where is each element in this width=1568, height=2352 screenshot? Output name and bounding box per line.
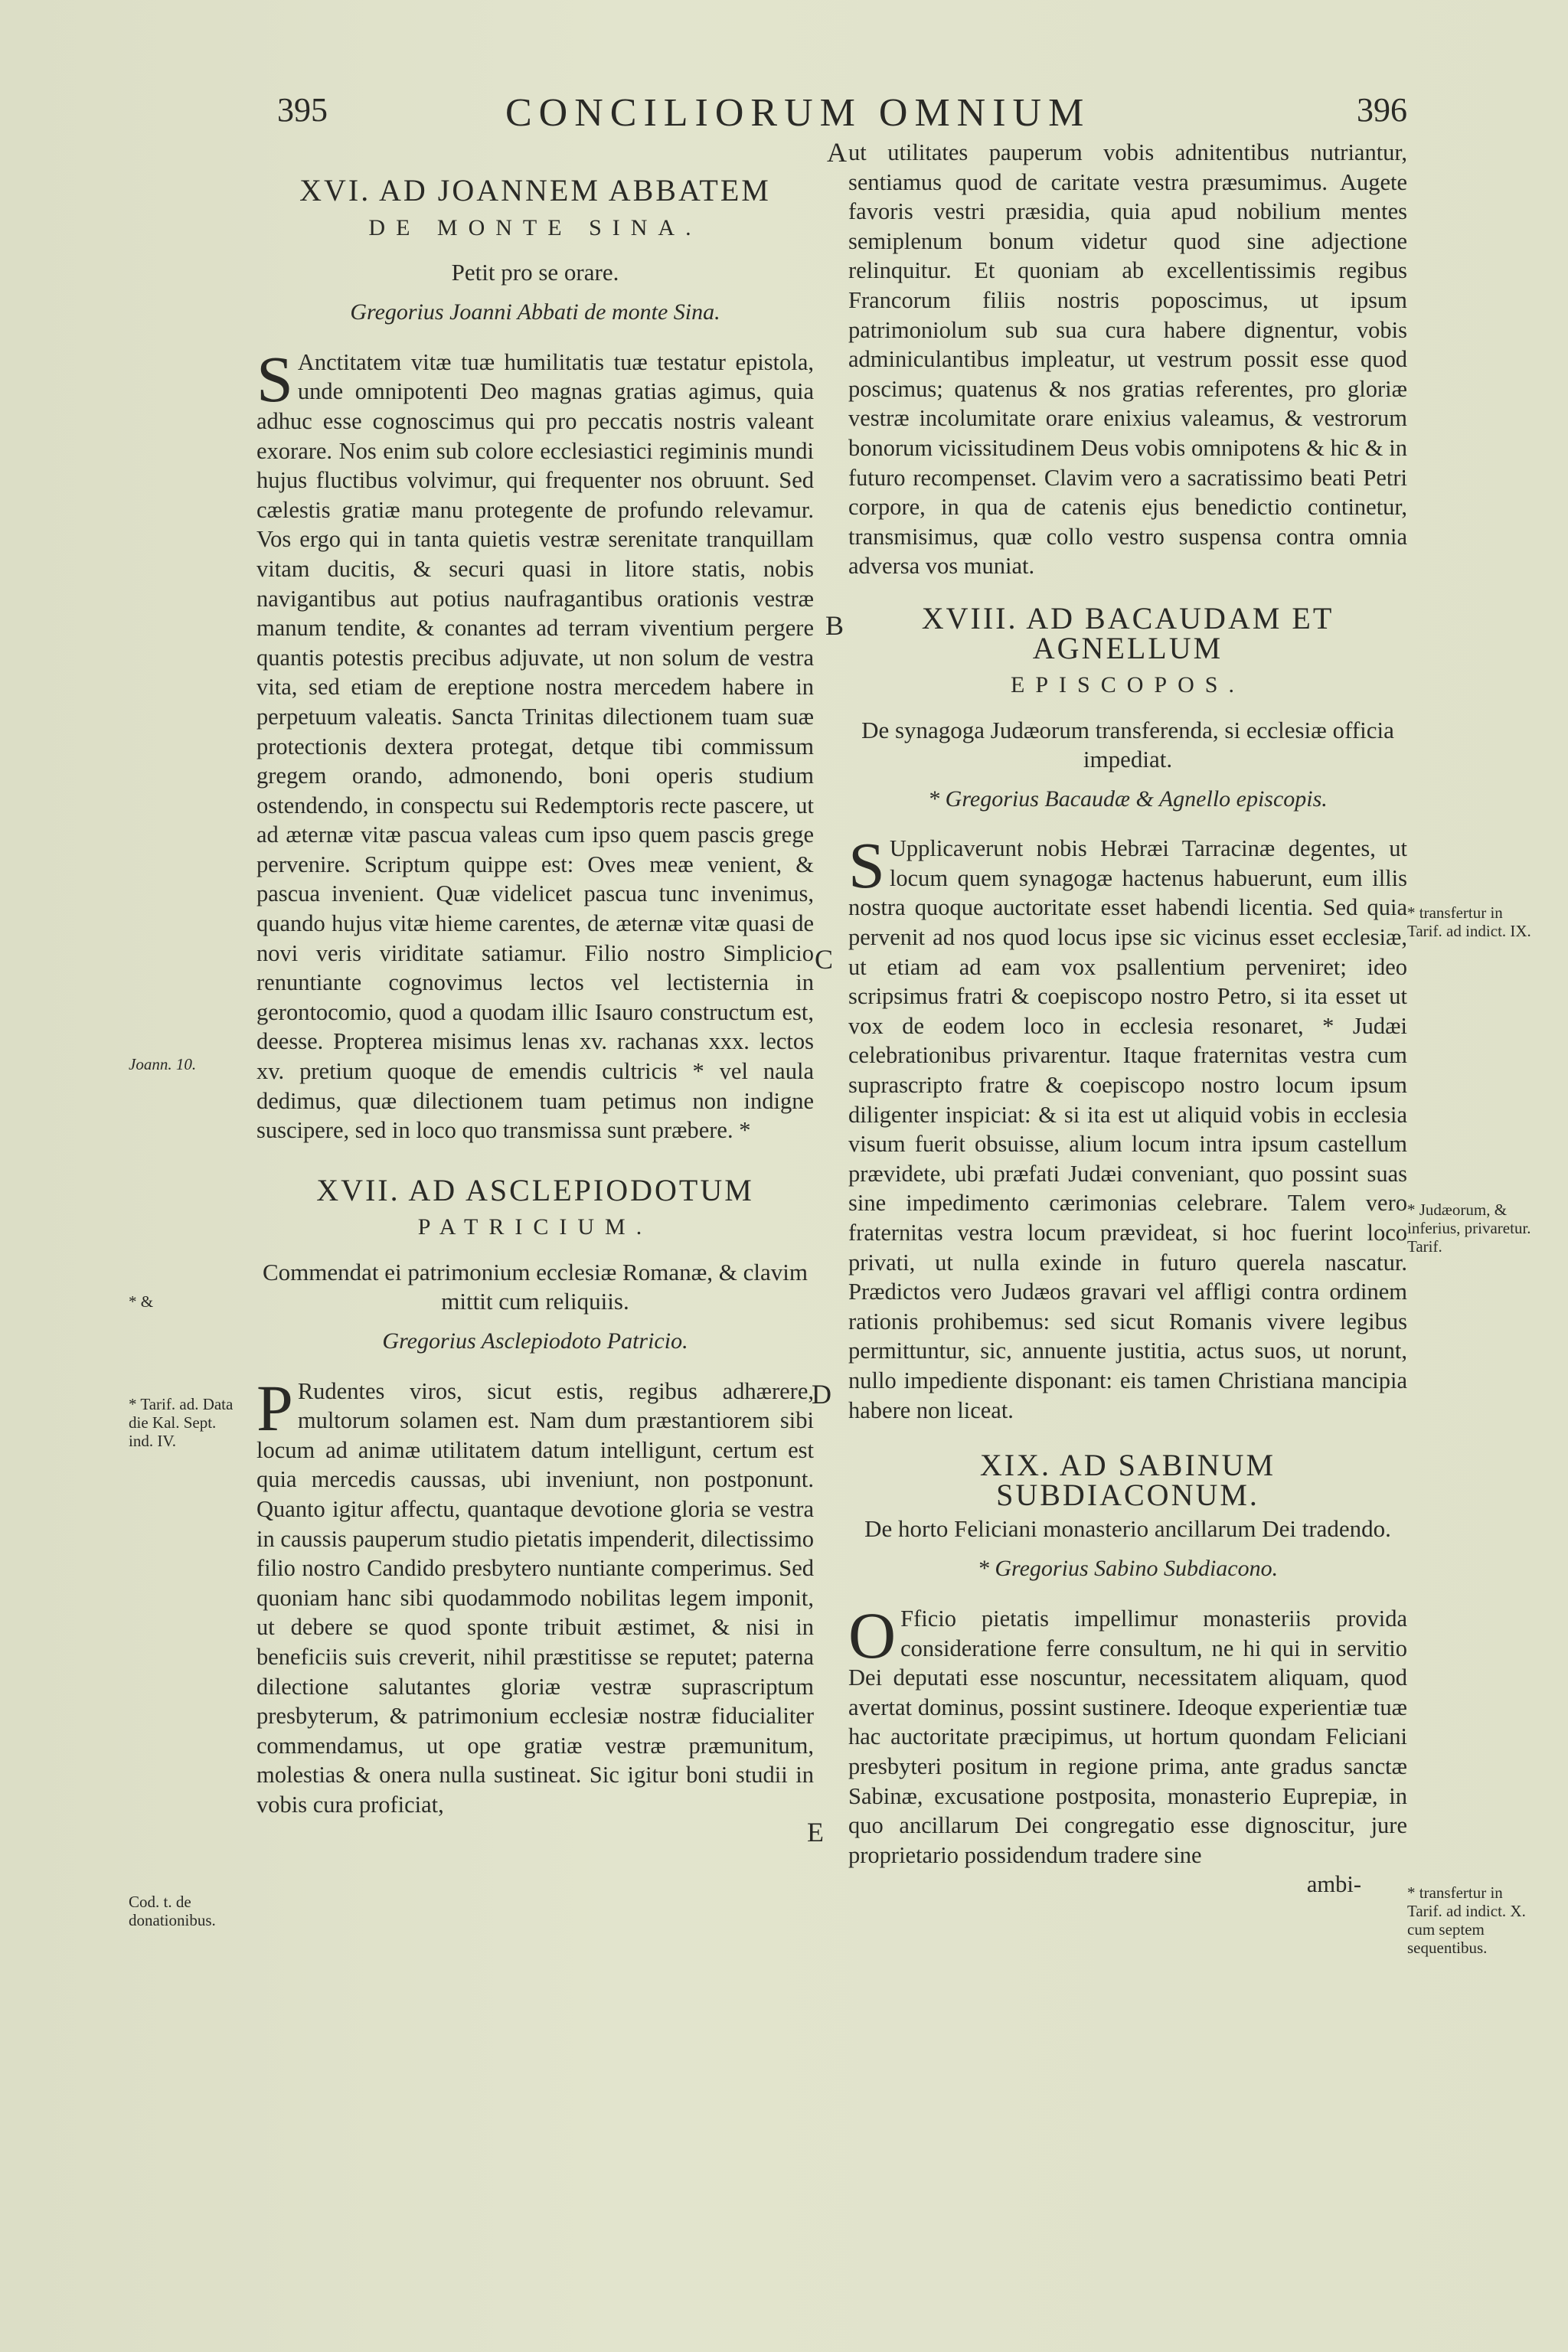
column-letter-b: B — [825, 610, 844, 641]
section-16-address: Gregorius Joanni Abbati de monte Sina. — [350, 299, 720, 325]
margin-note-amp: * & — [129, 1292, 154, 1311]
column-letter-a: A — [827, 137, 847, 168]
margin-note-joann: Joann. 10. — [129, 1055, 197, 1073]
section-19-body — [848, 1598, 1407, 1870]
left-column — [256, 162, 814, 1820]
section-19-summary: De horto Feliciani monasterio ancillarum Dei tradendo. — [864, 1515, 1391, 1543]
section-17-subtitle: PATRICIUM. — [417, 1214, 653, 1240]
margin-note-tarif-data: * Tarif. ad. Data die Kal. Sept. ind. IV. — [129, 1395, 234, 1450]
section-18-subtitle: EPISCOPOS. — [1011, 672, 1245, 698]
section-17-text: Rudentes viros, sicut estis, regibus adhærere, multorum solamen est. Nam dum præstantiorem sibi locum ad animæ utilitatem datum intelligunt, certum est quia mercedis caussas, ubi inveniunt, non postponunt. Quanto igitur affectu, quantaque devotione gloria se vestra in caussis pauperum studio pietatis impenderit, dilectissimo filio nostro Candido presbytero nuntiante comperimus. Sed quoniam hanc sibi quodammodo nobilitas legem imponit, ut debere se quod sponte tribuit æstimet, & nisi in beneficiis suis creverit, nihil præstitisse se reputet; paterna dilectione salutantes gloriæ vestræ suprascriptum presbyterum, & patrimonium ecclesiæ nostræ fiducialiter commendamus, ut ope gratiæ vestræ præmunitum, molestias & onera nulla sustineat. Sic igitur boni studii in vobis cura proficiat, — [256, 1377, 814, 1818]
margin-note-transf-x: * transfertur in Tarif. ad indict. X. cum septem sequentibus. — [1407, 1883, 1526, 1957]
section-19-text: Fficio pietatis impellimur monasteriis provida consideratione ferre consultum, ne hi qui in servitio Dei deputati esse noscuntur, necessitatem aliquam, quod avertat dominus, possint sustinere. Ideoque experientiæ tuæ hac auctoritate præcipimus, ut hortum quondam Feliciani presbyteri positum in regione prima, ante gradus sanctæ Sabinæ, excusatione postposita, monasterio Euprepiæ, in quo ancillarum Dei congregatio esse dignoscitur, jure proprietario possidendum tradere sine — [848, 1605, 1407, 1868]
catchword: ambi- — [1306, 1871, 1361, 1898]
section-16-dropcap: S — [256, 341, 293, 416]
section-16-body — [256, 341, 814, 1145]
section-16-title: XVI. AD JOANNEM ABBATEM — [299, 173, 771, 207]
section-16-subtitle: DE MONTE SINA. — [368, 214, 702, 240]
margin-note-judaeorum: * Judæorum, & inferius, privaretur. Tarif. — [1407, 1200, 1531, 1256]
section-18-address: * Gregorius Bacaudæ & Agnello episcopis. — [928, 786, 1328, 812]
section-18-dropcap: S — [848, 828, 885, 903]
section-19-address: * Gregorius Sabino Subdiacono. — [977, 1556, 1279, 1582]
section-18-text: Upplicaverunt nobis Hebræi Tarracinæ degentes, ut locum quem synagogæ hactenus habuerunt, eum illis nostra quoque auctoritate esset habendi licentia. Sed quia pervenit ad nos quod locus ipse sic vicinus esset ecclesiæ, ut etiam ad eam vox psallentium perveniret; ideo scripsimus fratri & coepiscopo nostro Petro, si ita esset ut vox de eodem loco in ecclesia resonaret, * Judæi celebrationibus privarentur. Itaque fraternitas vestra cum suprascripto fratre & coepiscopo nostro locum ipsum diligenter inspiciat: & si ita est ut aliquid vobis in ecclesia visum fuerit obsuisse, alium locum intra ipsum castellum prævidete, ubi præfati Judæi conveniant, quo possint suas sine impedimento cærimonias celebrare. Talem vero fraternitas vestra locum prævideat, si hoc fuerint loco privati, ut nulla exinde in futuro querela nascatur. Prædictos vero Judæos gravari vel affligi contra ordinem rationis prohibemus: sed sicut Romanis vivere legibus permittuntur, sic, annuente justitia, actus suos, ut norunt, nullo impediente disponant: eis tamen Christiana mancipia habere non liceat. — [848, 835, 1407, 1423]
section-17-body — [256, 1370, 814, 1820]
section-19-title: XIX. AD SABINUM SUBDIACONUM. — [979, 1448, 1276, 1512]
section-17-summary: Commendat ei patrimonium ecclesiæ Romanæ, & clavim mittit cum reliquiis. — [262, 1259, 808, 1315]
section-18-summary: De synagoga Judæorum transferenda, si ecclesiæ officia impediat. — [861, 716, 1394, 773]
running-title: CONCILIORUM OMNIUM — [505, 91, 1091, 135]
section-18-body — [848, 828, 1407, 1425]
right-column — [848, 138, 1407, 1900]
page-number-left: 395 — [277, 91, 328, 129]
section-17-title: XVII. AD ASCLEPIODOTUM — [316, 1172, 754, 1207]
column-letter-e: E — [807, 1817, 824, 1847]
section-16-summary: Petit pro se orare. — [451, 259, 619, 286]
column-letter-c: C — [815, 944, 834, 975]
section-16-text: Anctitatem vitæ tuæ humilitatis tuæ testatur epistola, unde omnipotenti Deo magnas gratias agimus, quia adhuc esse cognoscimus qui pro peccatis nostris valeant exorare. Nos enim sub colore ecclesiastici regiminis mundi hujus fluctibus volvimur, qui frequenter nos obruunt. Sed cælestis gratiæ manu protegente de profundo relevamur. Vos ergo qui in tanta quietis vestræ serenitate tranquillam vitam ducitis, & securi quasi in litore statis, nobis navigantibus aut potius naufragantibus orationis vestræ manum tendite, & conantes ad terram viventium pergere quantis potestis precibus adjuvate, ut non solum de vestra vita, sed etiam de ereptione nostra mercedem habere in perpetuum valeatis. Sancta Trinitas dilectionem tuam suæ protectionis dextera protegat, detque tibi commissum gregem orando, admonendo, boni operis studium ostendendo, in conspectu sui Redemptoris recte pascere, ut ad æternæ vitæ pascua valeas cum ipso quem pascis grege pervenire. Scriptum quippe est: Oves meæ venient, & pascua invenient. Quæ videlicet pascua tunc invenimus, quando hujus vitæ hieme carentes, de æternæ vitæ quasi de novi veris viriditate satiamur. Filio nostro Simplicio renuntiante cognovimus lectos vel lectisternia in gerontocomio, quod a quodam illic Isauro constructum est, deesse. Propterea misimus lenas xv. rachanas xxx. lectos xv. pretium quoque de emendis cultricis * vel naula dedimus, quæ dilectionem tuam petimus non indigne suscipere, sed in loco quo transmissa sunt præbere. * — [256, 348, 814, 1144]
page-header — [0, 90, 1568, 144]
column-letter-d: D — [812, 1379, 831, 1410]
section-17-address: Gregorius Asclepiodoto Patricio. — [382, 1328, 688, 1354]
section-17-dropcap: P — [256, 1370, 293, 1445]
margin-note-cod: Cod. t. de donationibus. — [129, 1893, 216, 1929]
page-number-right: 396 — [1357, 91, 1407, 129]
margin-note-transf-ix: * transfertur in Tarif. ad indict. IX. — [1407, 903, 1531, 940]
section-18-title: XVIII. AD BACAUDAM ET AGNELLUM — [921, 600, 1334, 665]
section-19-dropcap: O — [848, 1598, 897, 1672]
section-17-continuation: ut utilitates pauperum vobis adnitentibus nutriantur, sentiamus quod de caritate vestra præsumimus. Augete favoris vestri præsidia, quia apud nobilium mentes semiplenum bonum videtur quod sine adjectione relinquitur. Et quoniam ab excellentissimis regibus Francorum filiis nostris poposcimus, ut ipsum patrimoniolum sub sua cura habere dignentur, vobis adminiculantibus impleatur, ut vestrum possit esse quod poscimus; quatenus & nos gratias referentes, pro gloriæ vestræ incolumitate orare enixius valeamus, & vestrorum bonorum vicissitudinem Deus vobis omnipotens & hic & in futuro recompenset. Clavim vero a sacratissimo beati Petri corpore, in qua de catenis ejus benedictio continetur, transmisimus, quæ collo vestro suspensa contra omnia adversa vos muniat. — [848, 139, 1407, 580]
